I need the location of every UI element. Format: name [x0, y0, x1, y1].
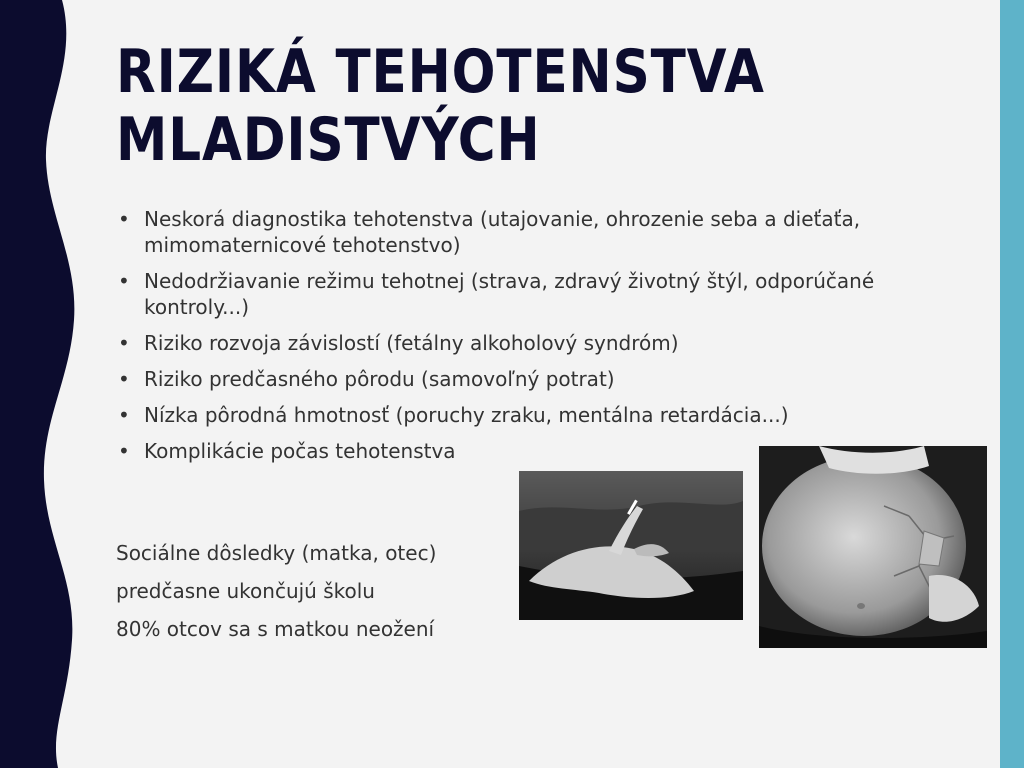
photo-hand-with-cigarette	[519, 471, 743, 620]
list-item: • Riziko rozvoja závislostí (fetálny alkoholový syndróm)	[116, 330, 946, 356]
list-item: • Neskorá diagnostika tehotenstva (utajovanie, ohrozenie seba a dieťaťa, mimomaternicové tehotenstvo)	[116, 206, 946, 258]
wave-decoration	[0, 0, 80, 768]
list-item: • Komplikácie počas tehotenstva	[116, 438, 946, 464]
list-item: • Nízka pôrodná hmotnosť (poruchy zraku, mentálna retardácia...)	[116, 402, 946, 428]
list-item: • Nedodržiavanie režimu tehotnej (strava, zdravý životný štýl, odporúčané kontroly...)	[116, 268, 946, 320]
slide-title	[116, 38, 856, 174]
title-line-2: MLADISTVÝCH	[116, 105, 541, 175]
risk-list	[116, 206, 946, 474]
list-item: • Riziko predčasného pôrodu (samovoľný potrat)	[116, 366, 946, 392]
social-line: Sociálne dôsledky (matka, otec)	[116, 541, 437, 565]
social-line: 80% otcov sa s matkou neožení	[116, 617, 435, 641]
social-consequences	[116, 540, 516, 654]
social-line: predčasne ukončujú školu	[116, 579, 375, 603]
photo-cracked-belly	[759, 446, 987, 648]
title-line-1: RIZIKÁ TEHOTENSTVA	[116, 37, 765, 107]
accent-bar	[1000, 0, 1024, 768]
